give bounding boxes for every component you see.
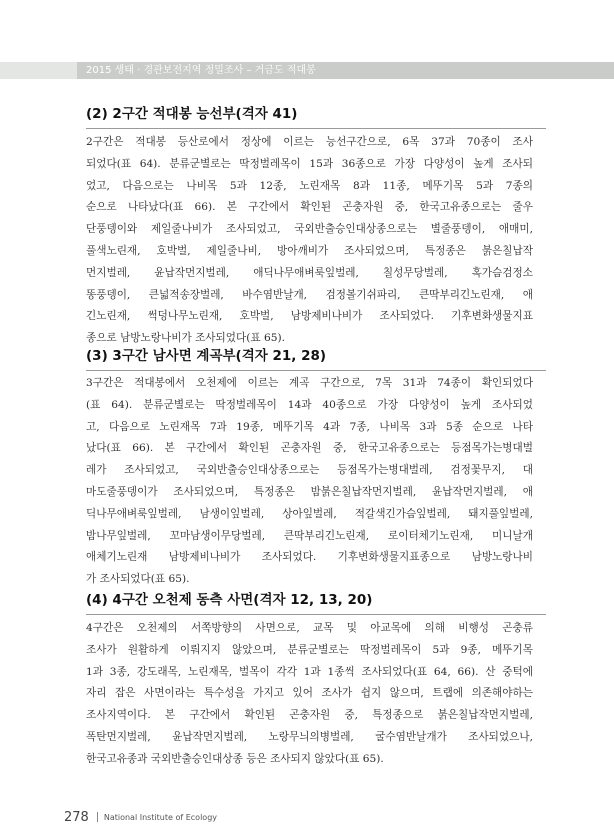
text-line: 2구간은 적대봉 등산로에서 정상에 이르는 능선구간으로, 6목 37과 70종이 조사 xyxy=(86,136,533,148)
text-line: 가 조사되었다(표 65). xyxy=(86,573,190,586)
text-line: 먼지벌레, 윤납작먼지벌레, 애딕나무애벼룩잎벌레, 칠성무당벌레, 혹가슴검정소 xyxy=(86,266,533,279)
text-line: 풀색노린재, 호박벌, 제일줄나비, 방아깨비가 조사되었으며, 특정종은 붉은칠납작 xyxy=(86,244,533,257)
page-number: 278 xyxy=(64,810,89,825)
section-paragraph-3 xyxy=(86,373,533,591)
text-line: 레가 조사되었고, 국외반출승인대상종으로는 등점목가는병대벌레, 검정꽃무지, 대 xyxy=(86,464,533,477)
running-header xyxy=(0,0,614,82)
text-line: 한국고유종과 국외반출승인대상종 등은 조사되지 않았다(표 65). xyxy=(86,752,384,765)
section-heading-2: (2) 2구간 적대봉 능선부(격자 41) xyxy=(86,100,546,129)
text-line: 었고, 다음으로는 나비목 5과 12종, 노린재목 8과 11종, 메뚜기목 5과 7종의 xyxy=(86,179,533,192)
text-line: 긴노린재, 썩덩나무노린재, 호박벌, 남방제비나비가 조사되었다. 기후변화생물지표 xyxy=(86,310,533,323)
text-line: 종으로 남방노랑나비가 조사되었다(표 65). xyxy=(86,332,285,345)
text-line: (표 64). 분류군별로는 딱정벌레목이 14과 40종으로 가장 다양성이 높게 조사되었 xyxy=(86,398,533,411)
text-line: 조사가 원활하게 이뤄지지 않았으며, 분류군별로는 딱정벌레목이 5과 9종, 메뚜기목 xyxy=(86,643,533,656)
text-line: 3구간은 적대봉에서 오천제에 이르는 계곡 구간으로, 7목 31과 74종이 확인되었다 xyxy=(86,377,533,389)
text-line: 순으로 나타났다(표 66). 본 구간에서 확인된 곤충자원 중, 한국고유종으로는 줄우 xyxy=(86,201,533,214)
text-line: 폭탄먼지벌레, 윤납작먼지벌레, 노랑무늬의병벌레, 굴수염반날개가 조사되었으나, xyxy=(86,730,533,743)
text-line: 마도줄풍뎅이가 조사되었으며, 특정종은 밤붉은칠납작먼지벌레, 윤납작먼지벌레, 애 xyxy=(86,485,533,498)
section-heading-4: (4) 4구간 오천제 동측 사면(격자 12, 13, 20) xyxy=(86,586,546,615)
text-line: 자리 잡은 사면이라는 특수성을 가지고 있어 조사가 쉽지 않으며, 트랩에 의존해야하는 xyxy=(86,687,533,700)
text-line: 1과 3종, 강도래목, 노린재목, 벌목이 각각 1과 1종씩 조사되었다(표 64, 66). 산 중턱에 xyxy=(86,665,533,678)
text-line: 조사지역이다. 본 구간에서 확인된 곤충자원 중, 특정종으로 붉은칠납작먼지벌레, xyxy=(86,709,533,722)
text-line: 딕나무애벼룩잎벌레, 남생이잎벌레, 상아잎벌레, 적갈색긴가슴잎벌레, 돼지풀잎벌레, xyxy=(86,507,533,520)
header-gap xyxy=(0,62,77,79)
footer-divider xyxy=(97,812,98,822)
text-line: 고, 다음으로 노린재목 7과 19종, 메뚜기목 4과 7종, 나비목 3과 5종 순으로 나타 xyxy=(86,420,533,433)
section-heading-3: (3) 3구간 남사면 계곡부(격자 21, 28) xyxy=(86,342,546,371)
text-line: 되었다(표 64). 분류군별로는 딱정벌레목이 15과 36종으로 가장 다양성이 높게 조사되 xyxy=(86,157,533,170)
text-line: 밤나무잎벌레, 꼬마남생이무당벌레, 큰딱부리긴노린재, 로이터체기노린재, 미니날개 xyxy=(86,529,533,542)
section-paragraph-2 xyxy=(86,132,533,350)
section-paragraph-4 xyxy=(86,618,533,771)
text-line: 애체기노린재 남방제비나비가 조사되었다. 기후변화생물지표종으로 남방노랑나비 xyxy=(86,551,533,564)
page-footer xyxy=(64,806,217,826)
text-line: 똥풍뎅이, 큰넓적송장벌레, 바수염반날개, 검정볼기쉬파리, 큰딱부리긴노린재, 애 xyxy=(86,288,533,301)
text-line: 단풍뎅이와 제일줄나비가 조사되었고, 국외반출승인대상종으로는 별줄풍뎅이, 애매미, xyxy=(86,223,533,236)
footer-organization: National Institute of Ecology xyxy=(103,813,218,822)
text-line: 났다(표 66). 본 구간에서 확인된 곤충자원 중, 한국고유종으로는 등점목가는병대벌 xyxy=(86,442,533,455)
text-line: 4구간은 오천제의 서쪽방향의 사면으로, 교목 및 아교목에 의해 비행성 곤충류 xyxy=(86,622,533,634)
running-title: 2015 생태 · 경관보전지역 정밀조사 – 거금도 적대봉 xyxy=(86,65,316,76)
